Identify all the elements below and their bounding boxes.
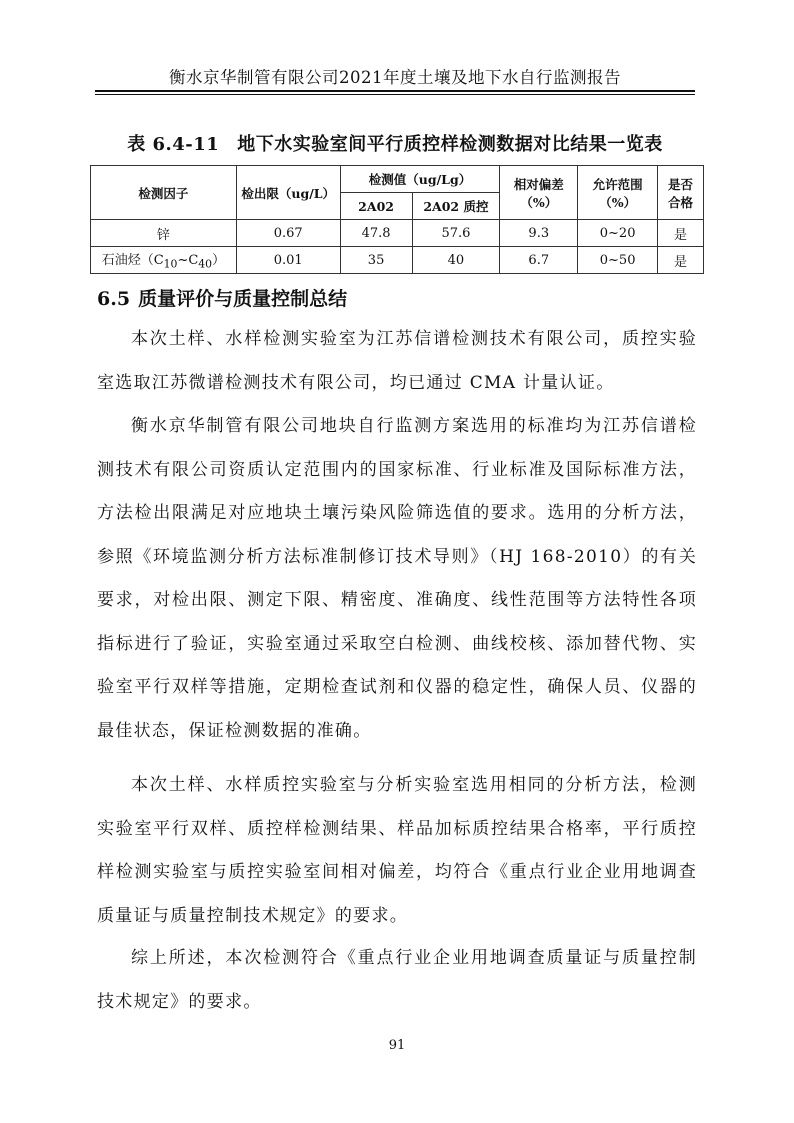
cell-qualified: 是 (658, 220, 704, 247)
header-qualified (658, 166, 704, 220)
paragraph: 本次土样、水样质控实验室与分析实验室选用相同的分析方法，检测实验室平行双样、质控样检测结果、样品加标质控结果合格率，平行质控样检测实验室与质控实验室间相对偏差，均符合《重点行业企业用地调查质量证与质量控制技术规定》的要求。 (97, 775, 697, 926)
cell-detection-limit: 0.01 (236, 247, 340, 274)
header-sample-2a02: 2A02 (340, 193, 412, 220)
cell-value-2a02: 35 (340, 247, 412, 274)
header-qualified-line1: 是否 (668, 176, 694, 192)
cell-factor (91, 247, 237, 274)
cell-allowed-range: 0~20 (578, 220, 658, 247)
factor-sub-40: 40 (198, 257, 213, 271)
section-title: 质量评价与质量控制总结 (138, 288, 348, 310)
header-relative-deviation (500, 166, 578, 220)
factor-sub-10: 10 (163, 257, 178, 271)
qc-comparison-table (90, 165, 704, 274)
cell-detection-limit: 0.67 (236, 220, 340, 247)
factor-mid: ~C (177, 253, 199, 269)
table-header-row (91, 166, 704, 193)
header-detection-limit: 检出限（ug/L） (236, 166, 340, 220)
header-relative-deviation-unit: （%） (520, 194, 558, 210)
header-factor: 检测因子 (91, 166, 237, 220)
cell-qualified: 是 (658, 247, 704, 274)
header-sample-2a02-qc: 2A02 质控 (412, 193, 500, 220)
header-allowed-range-label: 允许范围 (592, 176, 643, 192)
section-number: 6.5 (97, 288, 131, 310)
body-paragraph-2 (97, 405, 697, 753)
header-rule (95, 90, 695, 92)
cell-value-2a02-qc: 57.6 (412, 220, 500, 247)
table-row (91, 220, 704, 247)
cell-relative-deviation: 6.7 (500, 247, 578, 274)
cell-relative-deviation: 9.3 (500, 220, 578, 247)
page-number: 91 (388, 1038, 406, 1053)
header-rule-thin (95, 94, 695, 95)
cell-value-2a02: 47.8 (340, 220, 412, 247)
table-caption (95, 130, 695, 156)
body-paragraph-4 (97, 937, 697, 1024)
header-qualified-line2: 合格 (668, 194, 694, 210)
header-relative-deviation-label: 相对偏差 (513, 176, 564, 192)
factor-suffix: ） (212, 253, 226, 269)
running-header: 衡水京华制管有限公司2021年度土壤及地下水自行监测报告 (169, 68, 621, 87)
cell-allowed-range: 0~50 (578, 247, 658, 274)
factor-prefix: 石油烃（C (101, 253, 164, 269)
cell-factor: 锌 (91, 220, 237, 247)
body-paragraph-1 (97, 318, 697, 405)
paragraph: 综上所述，本次检测符合《重点行业企业用地调查质量证与质量控制技术规定》的要求。 (97, 948, 697, 1012)
header-measured-value: 检测值（ug/Lg） (340, 166, 500, 193)
table-row (91, 247, 704, 274)
section-heading (97, 284, 347, 311)
table-caption-title: 地下水实验室间平行质控样检测数据对比结果一览表 (237, 134, 663, 155)
table-caption-number: 表 6.4-11 (127, 134, 220, 155)
cell-value-2a02-qc: 40 (412, 247, 500, 274)
body-paragraph-3 (97, 764, 697, 938)
paragraph: 本次土样、水样检测实验室为江苏信谱检测技术有限公司，质控实验室选取江苏微谱检测技术有限公司，均已通过 CMA 计量认证。 (97, 329, 697, 393)
header-allowed-range (578, 166, 658, 220)
paragraph: 衡水京华制管有限公司地块自行监测方案选用的标准均为江苏信谱检测技术有限公司资质认定范围内的国家标准、行业标准及国际标准方法，方法检出限满足对应地块土壤污染风险筛选值的要求。选用的分析方法，参照《环境监测分析方法标准制修订技术导则》（HJ 168-2010）的有关要求，对检出限、测定下限、精密度、准确度、线性范围等方法特性各项指标进行了验证，实验室通过采取空白检测、曲线校核、添加替代物、实验室平行双样等措施，定期检查试剂和仪器的稳定性，确保人员、仪器的最佳状态，保证检测数据的准确。 (97, 416, 697, 741)
header-allowed-range-unit: （%） (599, 194, 637, 210)
